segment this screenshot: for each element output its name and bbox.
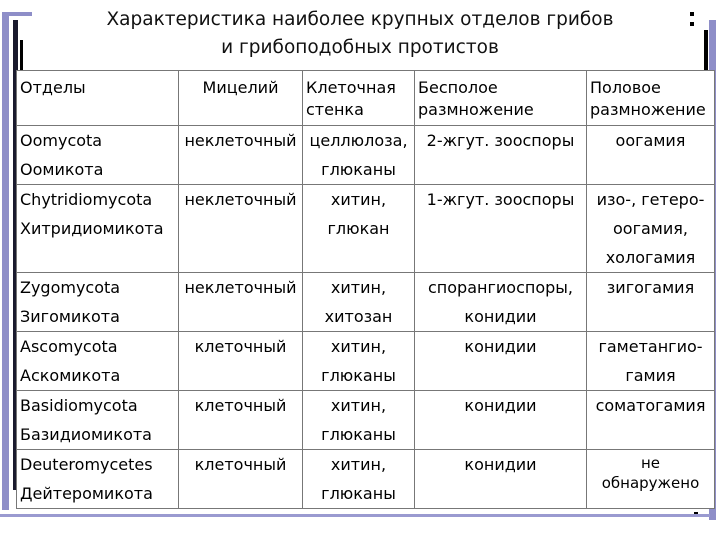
mycelium-value: неклеточный <box>179 185 303 273</box>
sexual-value: гаметангио- гамия <box>587 332 715 391</box>
sexual-value: изо-, гетеро- оогамия, хологамия <box>587 185 715 273</box>
asexual-value: конидии <box>415 450 587 509</box>
asexual-value: конидии <box>415 391 587 450</box>
sexual-value: оогамия <box>587 126 715 185</box>
decorative-bottom-line <box>0 514 710 517</box>
asexual-value: конидии <box>415 332 587 391</box>
decorative-bar-top <box>2 12 32 16</box>
table-header-row <box>17 71 715 126</box>
division-name: Oomycota Оомикота <box>17 126 179 185</box>
sexual-value: соматогамия <box>587 391 715 450</box>
header-cell-wall: Клеточная стенка <box>303 71 415 126</box>
cell-wall-value: хитин, глюканы <box>303 450 415 509</box>
mycelium-value: клеточный <box>179 450 303 509</box>
cell-wall-value: хитин, хитозан <box>303 273 415 332</box>
table-row <box>17 391 715 450</box>
asexual-value: 2-жгут. зооспоры <box>415 126 587 185</box>
table-row <box>17 126 715 185</box>
division-name: Zygomycota Зигомикота <box>17 273 179 332</box>
header-division: Отделы <box>17 71 179 126</box>
table-row <box>17 273 715 332</box>
cell-wall-value: хитин, глюканы <box>303 391 415 450</box>
header-mycelium: Мицелий <box>179 71 303 126</box>
division-name: Basidiomycota Базидиомикота <box>17 391 179 450</box>
division-name: Chytridiomycota Хитридиомикота <box>17 185 179 273</box>
cell-wall-value: целлюлоза, глюканы <box>303 126 415 185</box>
mycelium-value: клеточный <box>179 391 303 450</box>
table-row <box>17 185 715 273</box>
asexual-value: 1-жгут. зооспоры <box>415 185 587 273</box>
title-line-2: и грибоподобных протистов <box>221 37 499 58</box>
mycelium-value: клеточный <box>179 332 303 391</box>
decorative-dot <box>690 22 694 26</box>
asexual-value: спорангиоспоры, конидии <box>415 273 587 332</box>
sexual-value: зигогамия <box>587 273 715 332</box>
page-title <box>40 6 680 62</box>
sexual-value: не обнаружено <box>587 450 715 509</box>
decorative-dot <box>690 12 694 16</box>
decorative-bar-left <box>2 12 9 510</box>
cell-wall-value: хитин, глюкан <box>303 185 415 273</box>
fungi-divisions-table <box>16 70 715 509</box>
title-line-1: Характеристика наиболее крупных отделов грибов <box>106 9 614 30</box>
table-row <box>17 332 715 391</box>
mycelium-value: неклеточный <box>179 126 303 185</box>
header-asexual-reproduction: Бесполое размножение <box>415 71 587 126</box>
division-name: Deuteromycetes Дейтеромикота <box>17 450 179 509</box>
table-row <box>17 450 715 509</box>
header-sexual-reproduction: Половое размножение <box>587 71 715 126</box>
mycelium-value: неклеточный <box>179 273 303 332</box>
cell-wall-value: хитин, глюканы <box>303 332 415 391</box>
division-name: Ascomycota Аскомикота <box>17 332 179 391</box>
